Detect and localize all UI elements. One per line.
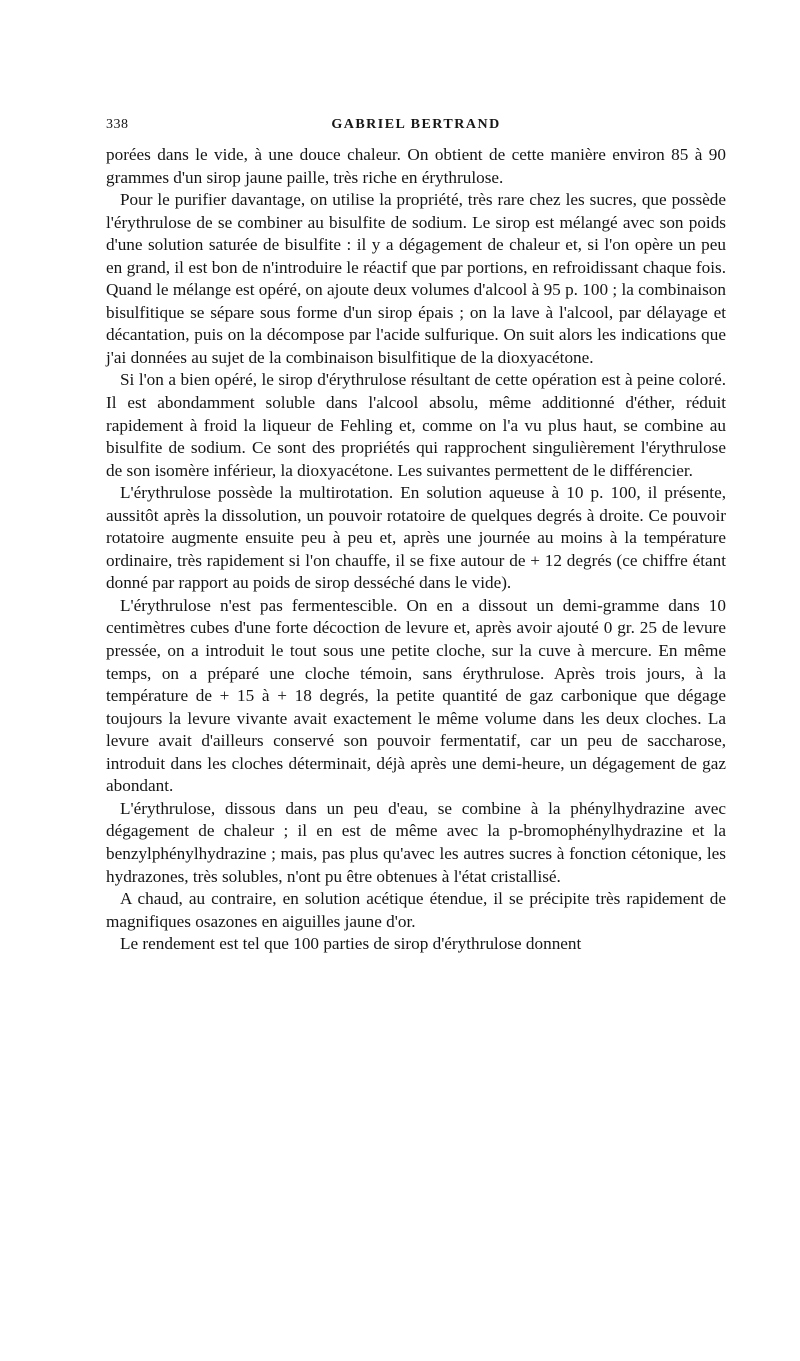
paragraph-yield: Le rendement est tel que 100 parties de sirop d'érythrulose donnent: [120, 934, 582, 954]
running-head: GABRIEL BERTRAND: [331, 117, 501, 132]
paragraph-hydrazines: L'érythrulose, dissous dans un peu d'eau, se combine à la phénylhydrazine avec dégagement de chaleur ; il en est de même avec la p-bromophénylhydrazine et la benzylphénylhydrazine ; mais, pas plus qu'avec les autres sucres à fonction cétonique, les hydrazones, très solubles, n'ont pu être obtenues à l'état cristallisé.: [106, 798, 726, 886]
paragraph-osazones: A chaud, au contraire, en solution acétique étendue, il se précipite très rapidement de magnifiques osazones en aiguilles jaune d'or.: [106, 889, 726, 931]
paragraph-multirotation: L'érythrulose possède la multirotation. En solution aqueuse à 10 p. 100, il présente, aussitôt après la dissolution, un pouvoir rotatoire de quelques degrés à droite. Ce pouvoir rotatoire augmente ensuite peu à peu et, après une journée au moins à la température ordinaire, très rapidement si l'on chauffe, il se fixe autour de + 12 degrés (ce chiffre étant donné par rapport au poids de sirop desséché dans le vide).: [106, 483, 726, 593]
body-text: [106, 144, 726, 956]
book-page: [106, 117, 726, 956]
paragraph-properties: Si l'on a bien opéré, le sirop d'érythrulose résultant de cette opération est à peine coloré. Il est abondamment soluble dans l'alcool absolu, même additionné d'éther, réduit rapidement à froid la liqueur de Fehling et, comme on l'a vu plus haut, se combine au bisulfite de sodium. Ce sont des propriétés qui rapprochent singulièrement l'érythrulose de son isomère inférieur, la dioxyacétone. Les suivantes permettent de le différencier.: [106, 370, 726, 480]
paragraph-continuation: porées dans le vide, à une douce chaleur. On obtient de cette manière environ 85 à 90 grammes d'un sirop jaune paille, très riche en érythrulose.: [106, 145, 726, 187]
page-number: 338: [106, 117, 129, 132]
page-header: [106, 117, 726, 141]
paragraph-purification: Pour le purifier davantage, on utilise la propriété, très rare chez les sucres, que possède l'érythrulose de se combiner au bisulfite de sodium. Le sirop est mélangé avec son poids d'une solution saturée de bisulfite : il y a dégagement de chaleur et, si l'on opère un peu en grand, il est bon de n'introduire le réactif que par portions, en refroidissant chaque fois. Quand le mélange est opéré, on ajoute deux volumes d'alcool à 95 p. 100 ; la combinaison bisulfitique se sépare sous forme d'un sirop épais ; on la lave à l'alcool, par délayage et décantation, puis on la décompose par l'acide sulfurique. On suit alors les indications que j'ai données au sujet de la combinaison bisulfitique de la dioxyacétone.: [106, 190, 726, 367]
paragraph-fermentation: L'érythrulose n'est pas fermentescible. On en a dissout un demi-gramme dans 10 centimètres cubes d'une forte décoction de levure et, après avoir ajouté 0 gr. 25 de levure pressée, on a introduit le tout sous une petite cloche, sur la cuve à mercure. En même temps, on a préparé une cloche témoin, sans érythrulose. Après trois jours, à la température de + 15 à + 18 degrés, la petite quantité de gaz carbonique que dégage toujours la levure vivante avait exactement le même volume dans les deux cloches. La levure avait d'ailleurs conservé son pouvoir fermentatif, car un peu de saccharose, introduit dans les cloches déterminait, déjà après une demi-heure, un dégagement de gaz abondant.: [106, 595, 726, 796]
